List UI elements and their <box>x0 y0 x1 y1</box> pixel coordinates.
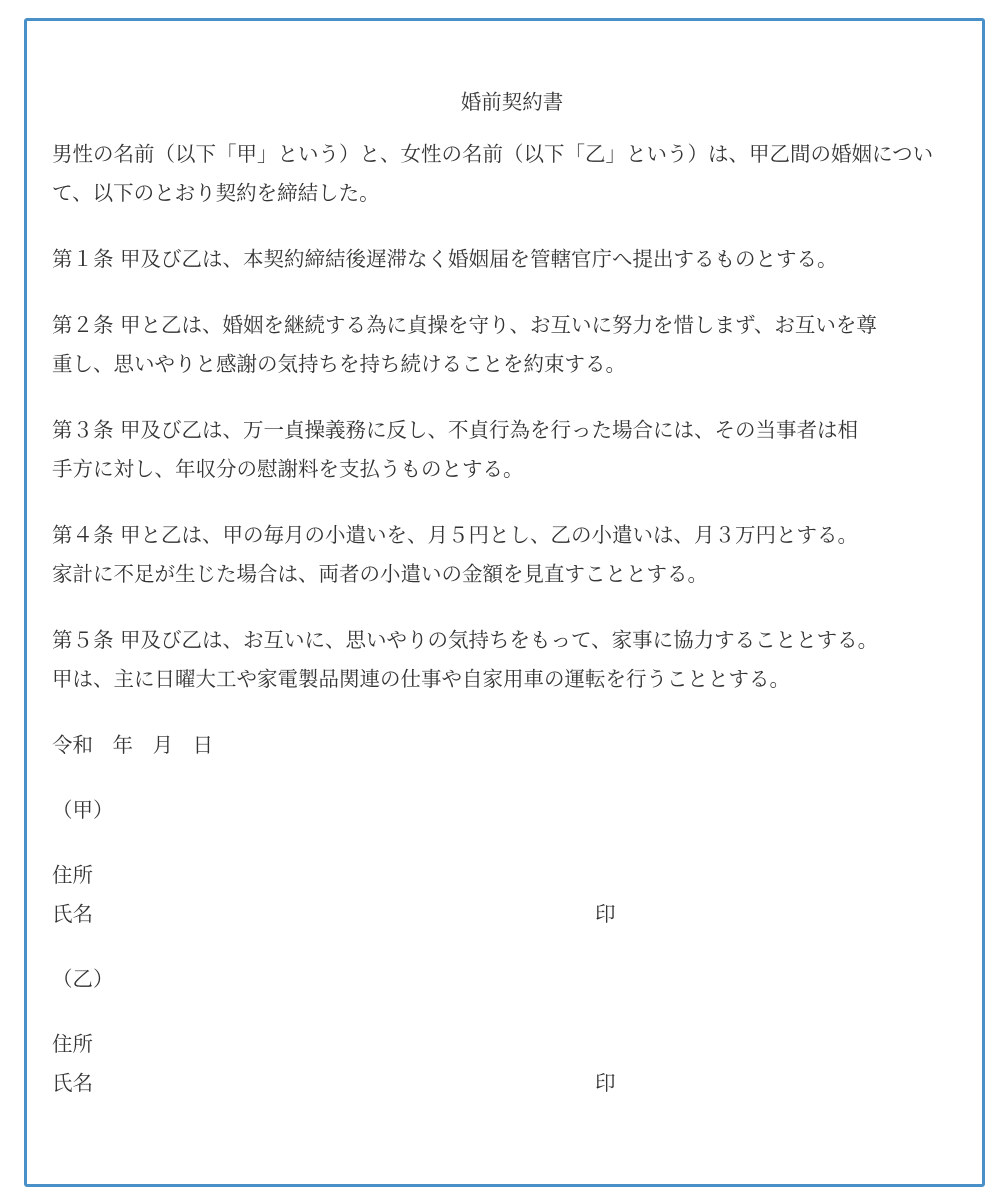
party-otsu-fields <box>52 1025 972 1103</box>
party-otsu-name-label: 氏名 <box>52 1071 93 1095</box>
party-otsu-address-row <box>52 1025 972 1064</box>
article-3 <box>52 411 972 489</box>
party-ko-address-label: 住所 <box>52 863 93 887</box>
article-5-line-2: 甲は、主に日曜大工や家電製品関連の仕事や自家用車の運転を行うこととする。 <box>52 667 790 691</box>
article-3-line-2: 手方に対し、年収分の慰謝料を支払うものとする。 <box>52 457 524 481</box>
document-body <box>52 83 972 1129</box>
party-otsu-label: （乙） <box>52 967 114 991</box>
date-era: 令和 <box>52 733 93 757</box>
article-1-line-1: 第１条 甲及び乙は、本契約締結後遅滞なく婚姻届を管轄官庁へ提出するものとする。 <box>52 247 838 271</box>
article-4-line-1: 第４条 甲と乙は、甲の毎月の小遣いを、月５円とし、乙の小遣いは、月３万円とする。 <box>52 523 859 547</box>
article-5 <box>52 621 972 699</box>
date-month: 月 <box>152 733 174 757</box>
article-4 <box>52 516 972 594</box>
party-otsu-address-label: 住所 <box>52 1032 93 1056</box>
article-2-line-1: 第２条 甲と乙は、婚姻を継続する為に貞操を守り、お互いに努力を惜しまず、お互いを尊 <box>52 313 877 337</box>
party-otsu-seal-label: 印 <box>595 1071 616 1095</box>
preamble-paragraph: 男性の名前（以下「甲」という）と、女性の名前（以下「乙」という）は、甲乙間の婚姻について、以下のとおり契約を締結した。 <box>52 142 934 205</box>
date-year: 年 <box>112 733 134 757</box>
article-5-line-1: 第５条 甲及び乙は、お互いに、思いやりの気持ちをもって、家事に協力することとする。 <box>52 628 879 652</box>
date-day: 日 <box>192 733 214 757</box>
party-ko-address-row <box>52 856 972 895</box>
document-frame <box>24 18 985 1187</box>
article-2 <box>52 306 972 384</box>
party-otsu-name-row <box>52 1064 972 1103</box>
party-ko-seal-label: 印 <box>595 902 616 926</box>
party-ko-label: （甲） <box>52 798 114 822</box>
article-2-line-2: 重し、思いやりと感謝の気持ちを持ち続けることを約束する。 <box>52 352 626 376</box>
party-ko-fields <box>52 856 972 934</box>
date-line <box>52 726 972 765</box>
document-title: 婚前契約書 <box>460 90 564 114</box>
article-3-line-1: 第３条 甲及び乙は、万一貞操義務に反し、不貞行為を行った場合には、その当事者は相 <box>52 418 859 442</box>
party-ko-name-row <box>52 895 972 934</box>
article-1 <box>52 240 972 279</box>
article-4-line-2: 家計に不足が生じた場合は、両者の小遣いの金額を見直すこととする。 <box>52 562 708 586</box>
party-ko-name-label: 氏名 <box>52 902 93 926</box>
